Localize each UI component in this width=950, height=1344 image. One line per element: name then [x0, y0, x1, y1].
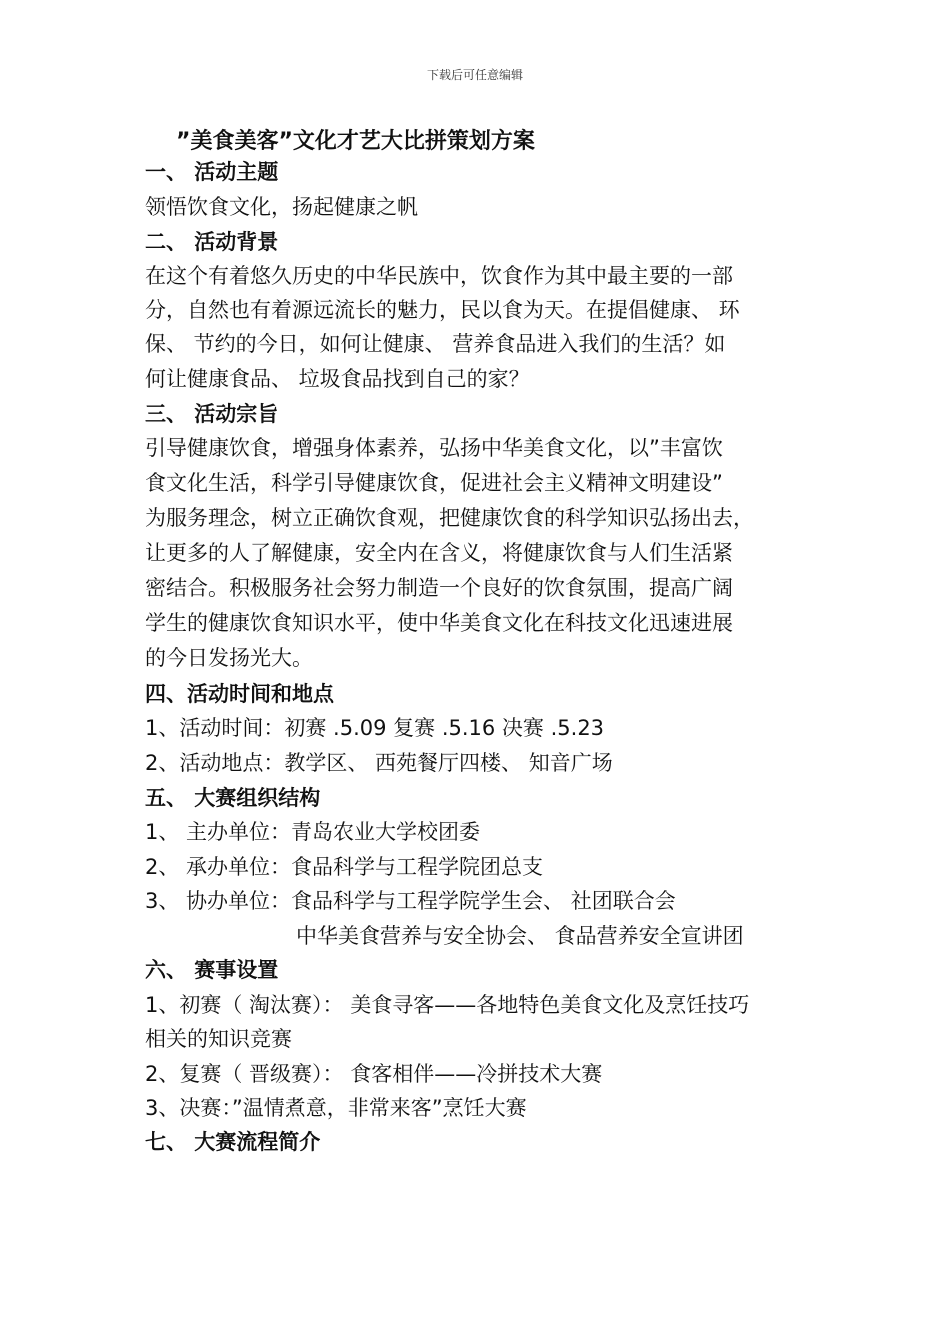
section-2-line: 在这个有着悠久历史的中华民族中，饮食作为其中最主要的一部: [145, 264, 733, 288]
section-3-line: 为服务理念，树立正确饮食观，把健康饮食的科学知识弘扬出去，: [145, 506, 754, 530]
organizer-line: 1、 主办单位：青岛农业大学校团委: [145, 820, 481, 844]
section-3-line: 让更多的人了解健康，安全内在含义，将健康饮食与人们生活紧: [145, 541, 733, 565]
preliminary-round-line: 1、初赛（ 淘汰赛）： 美食寻客——各地特色美食文化及烹饪技巧: [145, 993, 750, 1017]
section-6-heading: 六、 赛事设置: [145, 958, 279, 982]
co-organizer-line: 3、 协办单位：食品科学与工程学院学生会、 社团联合会: [145, 889, 676, 913]
event-time-line: 1、活动时间：初赛 .5.09 复赛 .5.16 决赛 .5.23: [145, 716, 605, 740]
section-3-line: 密结合。积极服务社会努力制造一个良好的饮食氛围，提高广阔: [145, 576, 733, 600]
section-3-line: 引导健康饮食，增强身体素养，弘扬中华美食文化，以”丰富饮: [145, 436, 723, 460]
final-round-line: 3、决赛：”温情煮意，非常来客”烹饪大赛: [145, 1096, 527, 1120]
download-note: 下载后可任意编辑: [426, 68, 523, 82]
document-title: ”美食美客”文化才艺大比拼策划方案: [176, 129, 535, 154]
host-line: 2、 承办单位：食品科学与工程学院团总支: [145, 855, 544, 879]
event-location-line: 2、活动地点：教学区、 西苑餐厅四楼、 知音广场: [145, 751, 613, 775]
section-1-heading: 一、 活动主题: [145, 160, 279, 184]
section-5-heading: 五、 大赛组织结构: [145, 786, 321, 810]
section-3-line: 食文化生活，科学引导健康饮食，促进社会主义精神文明建设”: [145, 471, 723, 495]
section-2-line: 分，自然也有着源远流长的魅力，民以食为天。在提倡健康、 环: [145, 298, 740, 322]
preliminary-round-line-continued: 相关的知识竞赛: [145, 1027, 292, 1051]
section-1-line: 领悟饮食文化，扬起健康之帆: [145, 195, 418, 219]
co-organizer-line-continued: 中华美食营养与安全协会、 食品营养安全宣讲团: [296, 924, 744, 948]
section-2-heading: 二、 活动背景: [145, 230, 279, 254]
section-4-heading: 四、活动时间和地点: [145, 682, 334, 706]
semifinal-round-line: 2、复赛（ 晋级赛）： 食客相伴——冷拼技术大赛: [145, 1062, 603, 1086]
section-2-line: 何让健康食品、 垃圾食品找到自己的家？: [145, 367, 530, 391]
section-2-line: 保、 节约的今日，如何让健康、 营养食品进入我们的生活？如: [145, 332, 726, 356]
section-3-line: 学生的健康饮食知识水平，使中华美食文化在科技文化迅速进展: [145, 611, 733, 635]
section-7-heading: 七、 大赛流程简介: [145, 1130, 321, 1154]
section-3-line: 的今日发扬光大。: [145, 646, 313, 670]
section-3-heading: 三、 活动宗旨: [145, 402, 279, 426]
